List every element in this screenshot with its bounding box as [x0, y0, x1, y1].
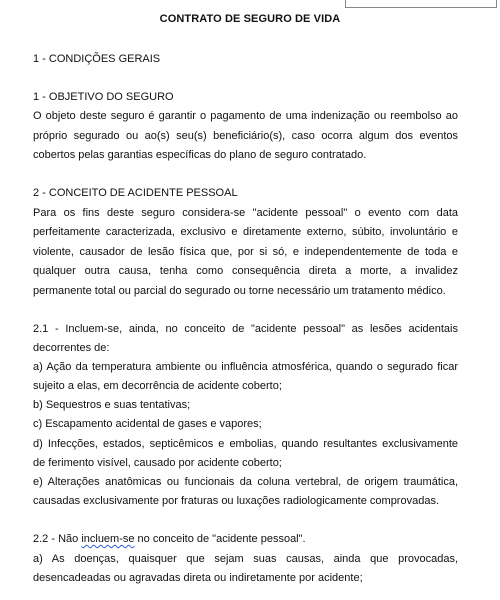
- paragraph-line: perfeitamente caracterizada, exclusivo e diretamente externo, súbito, involuntário e: [33, 226, 458, 238]
- paragraph-line: O objeto deste seguro é garantir o pagamento de uma indenização ou reembolso ao: [33, 110, 458, 122]
- list-item: e) Alterações anatômicas ou funcionais da coluna vertebral, de origem traumática,: [33, 476, 458, 488]
- list-item: d) Infecções, estados, septicêmicos e embolias, quando resultantes exclusivamente: [33, 438, 458, 450]
- paragraph-line: permanente total ou parcial do segurado ou torne necessário um tratamento médico.: [33, 285, 446, 297]
- paragraph-line: violente, causador de lesão física que, por si só, e independentemente de toda e: [33, 246, 458, 258]
- section-heading-condicoes-gerais: 1 - CONDIÇÕES GERAIS: [33, 53, 161, 65]
- list-item: c) Escapamento acidental de gases e vapores;: [33, 418, 262, 430]
- paragraph-line: 2.1 - Incluem-se, ainda, no conceito de "acidente pessoal" as lesões acidentais: [33, 323, 458, 335]
- heading-prefix: 2.2 - Não: [33, 533, 82, 545]
- heading-conceito-acidente: 2 - CONCEITO DE ACIDENTE PESSOAL: [33, 187, 238, 199]
- heading-suffix: no conceito de "acidente pessoal".: [134, 533, 306, 545]
- spellcheck-flagged-word: incluem-se: [81, 533, 135, 545]
- paragraph-line: Para os fins deste seguro considera-se "acidente pessoal" o evento com data: [33, 207, 458, 219]
- paragraph-line: próprio segurado ou ao(s) seu(s) beneficiário(s), caso ocorra algum dos eventos: [33, 130, 458, 142]
- list-item: desencadeadas ou agravadas direta ou indiretamente por acidente;: [33, 572, 363, 584]
- heading-objetivo: 1 - OBJETIVO DO SEGURO: [33, 91, 174, 103]
- heading-nao-incluem: [33, 532, 458, 546]
- document-title: CONTRATO DE SEGURO DE VIDA: [159, 13, 341, 25]
- list-item: causadas exclusivamente por fraturas ou luxações radiologicamente comprovadas.: [33, 495, 439, 507]
- paragraph-line: decorrentes de:: [33, 342, 110, 354]
- paragraph-line: qualquer outra causa, tenha como consequência direta a morte, a invalidez: [33, 265, 458, 277]
- paragraph-line: cobertos pelas garantias específicas do plano de seguro contratado.: [33, 149, 367, 161]
- list-item: a) Ação da temperatura ambiente ou influência atmosférica, quando o segurado ficar: [33, 361, 458, 373]
- list-item: de ferimento visível, causado por acidente coberto;: [33, 457, 282, 469]
- list-item: a) As doenças, quaisquer que sejam suas causas, ainda que provocadas,: [33, 553, 458, 565]
- list-item: sujeito a elas, em decorrência de acidente coberto;: [33, 380, 282, 392]
- list-item: b) Sequestros e suas tentativas;: [33, 399, 191, 411]
